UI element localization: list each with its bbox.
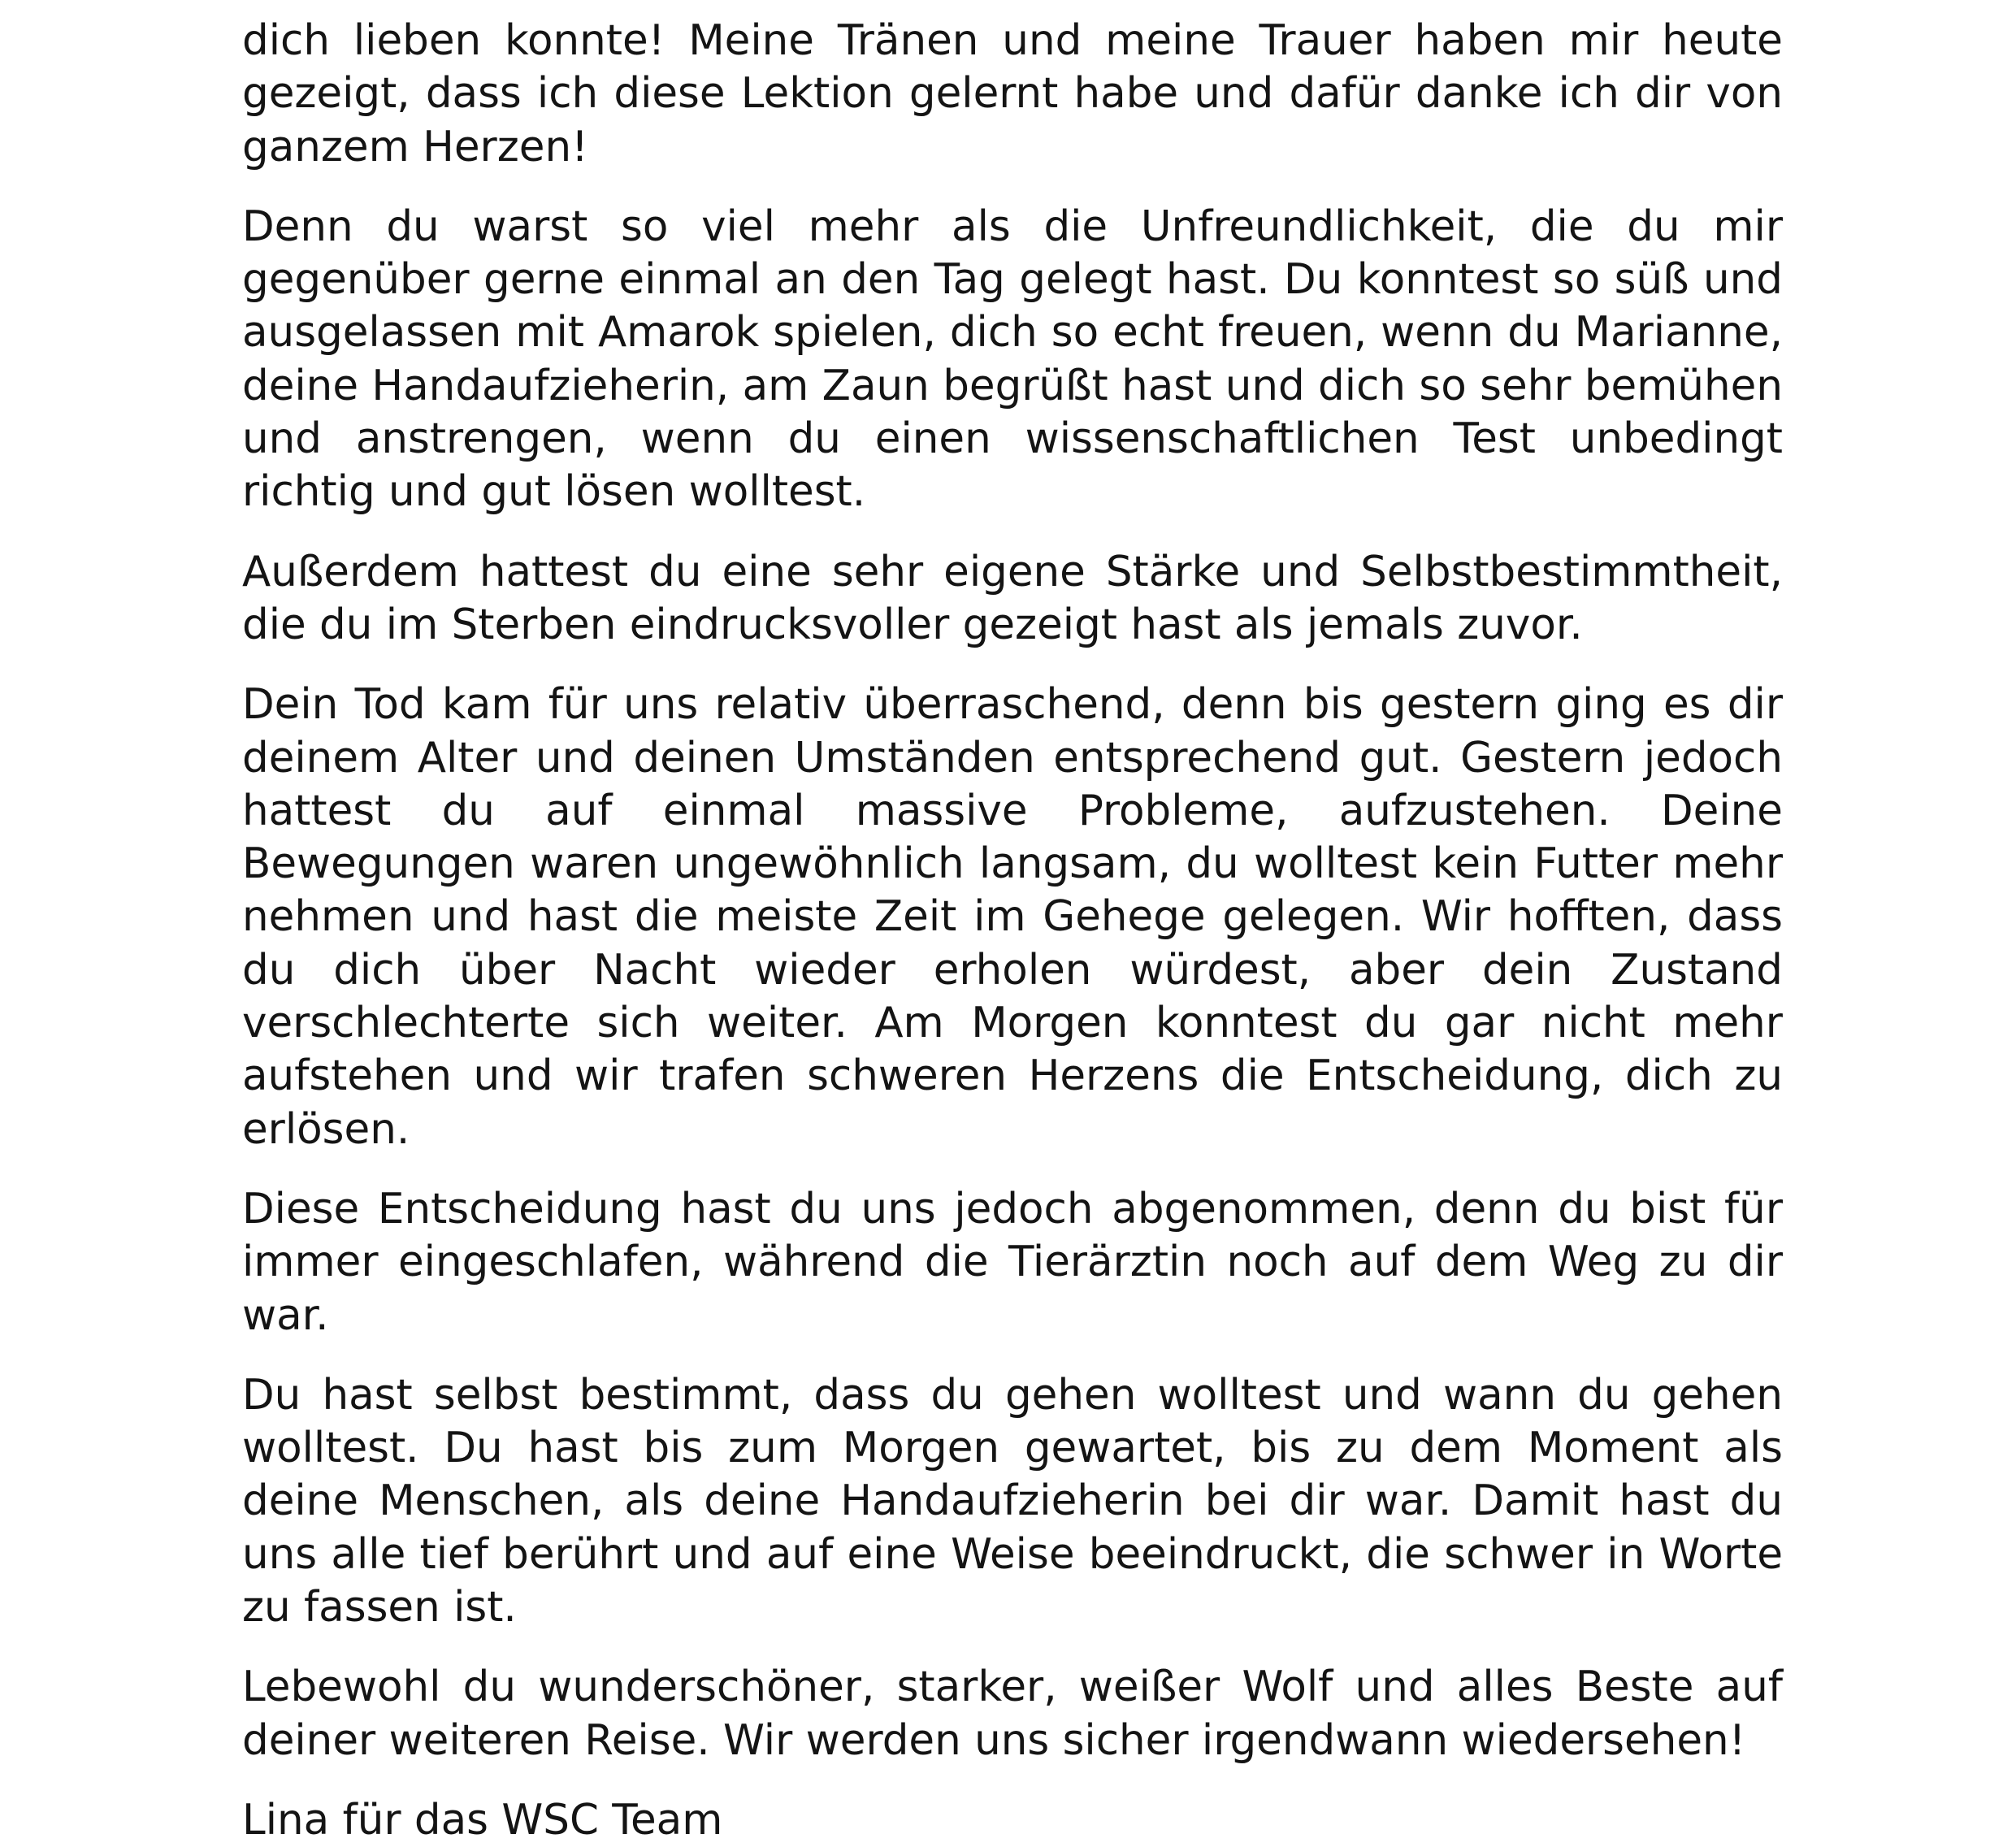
paragraph-strength: Außerdem hattest du eine sehr eigene Stärke und Selbstbestimmtheit, die du im Sterben eindrucksvoller gezeigt hast als jemals zuvor.	[242, 547, 1783, 649]
paragraph-personality: Denn du warst so viel mehr als die Unfreundlichkeit, die du mir gegenüber gerne einmal an den Tag gelegt hast. Du konntest so süß und ausgelassen mit Amarok spielen, dich so echt freuen, wenn du Marianne, deine Handaufzieherin, am Zaun begrüßt hast und dich so sehr bemühen und anstrengen, wenn du einen wissenschaftlichen Test unbedingt richtig und gut lösen wolltest.	[242, 202, 1783, 517]
document-body	[242, 15, 1783, 1847]
paragraph-farewell: Lebewohl du wunderschöner, starker, weißer Wolf und alles Beste auf deiner weiteren Reise. Wir werden uns sicher irgendwann wiedersehen!	[242, 1663, 1783, 1765]
paragraph-death-account: Dein Tod kam für uns relativ überraschend, denn bis gestern ging es dir deinem Alter und deinen Umständen entsprechend gut. Gestern jedoch hattest du auf einmal massive Probleme, aufzustehen. Deine Bewegungen waren ungewöhnlich langsam, du wolltest kein Futter mehr nehmen und hast die meiste Zeit im Gehege gelegen. Wir hofften, dass du dich über Nacht wieder erholen würdest, aber dein Zustand verschlechterte sich weiter. Am Morgen konntest du gar nicht mehr aufstehen und wir trafen schweren Herzens die Entscheidung, dich zu erlösen.	[242, 680, 1783, 1154]
paragraph-self-determined: Du hast selbst bestimmt, dass du gehen wolltest und wann du gehen wolltest. Du hast bis zum Morgen gewartet, bis zu dem Moment als deine Menschen, als deine Handaufzieherin bei dir war. Damit hast du uns alle tief berührt und auf eine Weise beeindruckt, die schwer in Worte zu fassen ist.	[242, 1370, 1783, 1632]
paragraph-decision: Diese Entscheidung hast du uns jedoch abgenommen, denn du bist für immer eingeschlafen, während die Tierärztin noch auf dem Weg zu dir war.	[242, 1184, 1783, 1340]
paragraph-gratitude: dich lieben konnte! Meine Tränen und meine Trauer haben mir heute gezeigt, dass ich diese Lektion gelernt habe und dafür danke ich dir von ganzem Herzen!	[242, 16, 1783, 171]
signature: Lina für das WSC Team	[242, 1795, 723, 1845]
